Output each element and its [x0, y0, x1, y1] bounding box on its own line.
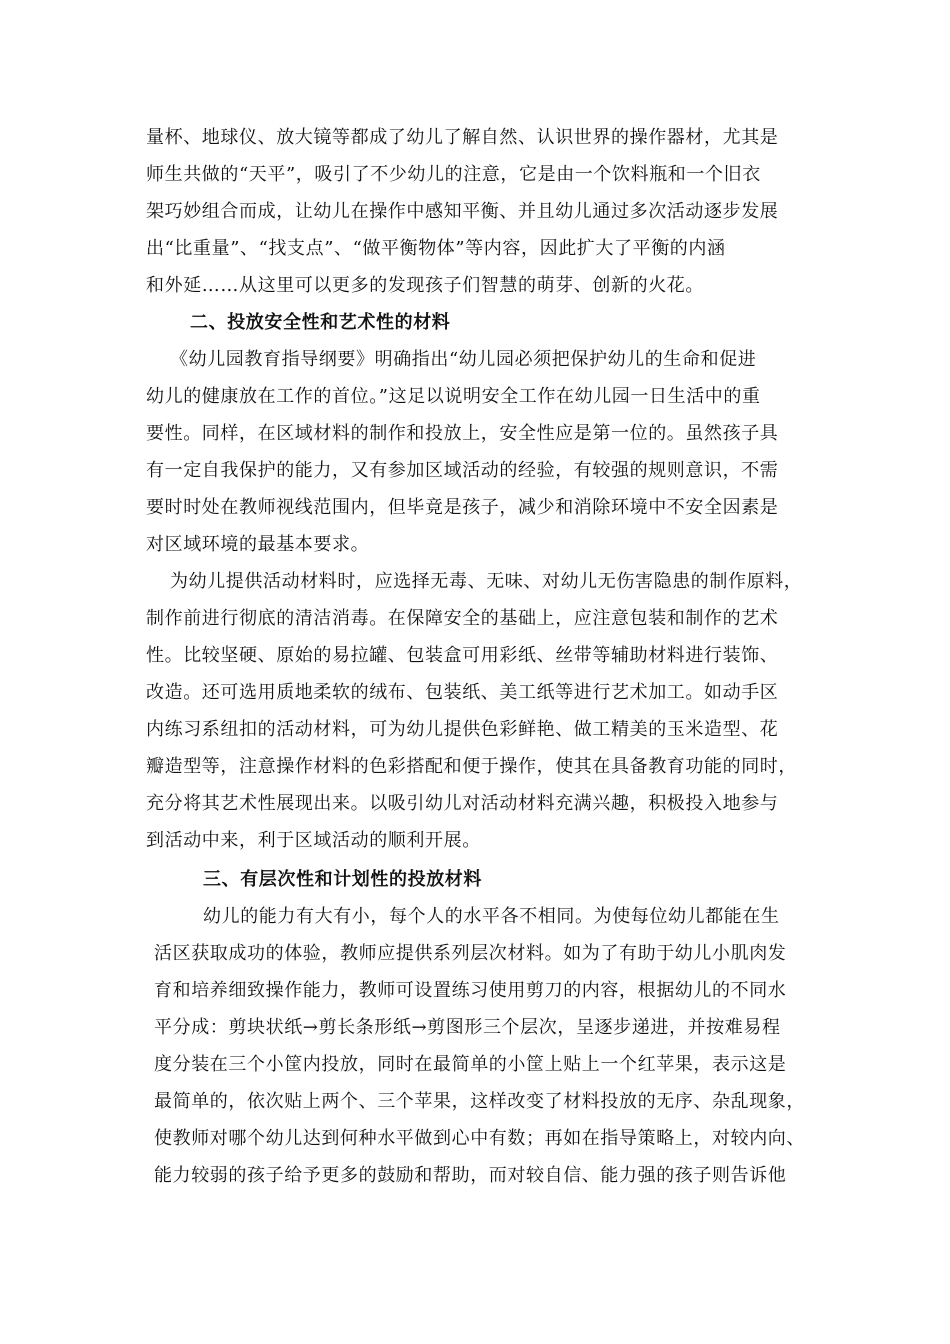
paragraph-line: 要时时处在教师视线范围内，但毕竟是孩子，减少和消除环境中不安全因素是 — [146, 497, 779, 518]
paragraph-line: 幼儿的健康放在工作的首位。”这足以说明安全工作在幼儿园一日生活中的重 — [146, 386, 761, 407]
paragraph-line: 《幼儿园教育指导纲要》明确指出“幼儿园必须把保护幼儿的生命和促进 — [170, 349, 757, 370]
paragraph-line: 对区域环境的最基本要求。 — [146, 534, 370, 555]
paragraph-line: 改造。还可选用质地柔软的绒布、包装纸、美工纸等进行艺术加工。如动手区 — [146, 682, 779, 703]
paragraph-line: 师生共做的“天平”，吸引了不少幼儿的注意，它是由一个饮料瓶和一个旧衣 — [146, 164, 761, 185]
paragraph-line: 最简单的，依次贴上两个、三个苹果，这样改变了材料投放的无序、杂乱现象， — [154, 1091, 805, 1112]
paragraph-line: 量杯、地球仪、放大镜等都成了幼儿了解自然、认识世界的操作器材，尤其是 — [146, 127, 779, 148]
paragraph-line: 出“比重量”、“找支点”、“做平衡物体”等内容，因此扩大了平衡的内涵 — [146, 238, 726, 259]
paragraph-line: 能力较弱的孩子给予更多的鼓励和帮助，而对较自信、能力强的孩子则告诉他 — [154, 1165, 787, 1186]
section-heading: 三、有层次性和计划性的投放材料 — [203, 869, 482, 890]
paragraph-line: 育和培养细致操作能力，教师可设置练习使用剪刀的内容，根据幼儿的不同水 — [154, 980, 787, 1001]
paragraph-line: 幼儿的能力有大有小，每个人的水平各不相同。为使每位幼儿都能在生 — [203, 906, 780, 927]
paragraph-line: 到活动中来，利于区域活动的顺利开展。 — [146, 830, 481, 851]
section-heading: 二、投放安全性和艺术性的材料 — [190, 312, 451, 333]
paragraph-line: 使教师对哪个幼儿达到何种水平做到心中有数；再如在指导策略上，对较内向、 — [154, 1128, 805, 1149]
paragraph-line: 活区获取成功的体验，教师应提供系列层次材料。如为了有助于幼儿小肌肉发 — [154, 943, 787, 964]
paragraph-line: 内练习系纽扣的活动材料，可为幼儿提供色彩鲜艳、做工精美的玉米造型、花 — [146, 719, 779, 740]
paragraph-line: 架巧妙组合而成，让幼儿在操作中感知平衡、并且幼儿通过多次活动逐步发展 — [146, 201, 779, 222]
paragraph-line: 制作前进行彻底的清洁消毒。在保障安全的基础上，应注意包装和制作的艺术 — [146, 608, 779, 629]
paragraph-line: 为幼儿提供活动材料时，应选择无毒、无味、对幼儿无伤害隐患的制作原料， — [170, 571, 803, 592]
paragraph-line: 要性。同样，在区域材料的制作和投放上，安全性应是第一位的。虽然孩子具 — [146, 423, 779, 444]
paragraph-line: 充分将其艺术性展现出来。以吸引幼儿对活动材料充满兴趣，积极投入地参与 — [146, 793, 779, 814]
paragraph-line: 性。比较坚硬、原始的易拉罐、包装盒可用彩纸、丝带等辅助材料进行装饰、 — [146, 645, 779, 666]
paragraph-line: 平分成：剪块状纸→剪长条形纸→剪图形三个层次，呈逐步递进，并按难易程 — [154, 1017, 781, 1038]
paragraph-line: 瓣造型等，注意操作材料的色彩搭配和便于操作，使其在具备教育功能的同时， — [146, 756, 797, 777]
paragraph-line: 和外延……从这里可以更多的发现孩子们智慧的萌芽、创新的火花。 — [146, 275, 704, 296]
paragraph-line: 度分装在三个小筐内投放，同时在最简单的小筐上贴上一个红苹果，表示这是 — [154, 1054, 787, 1075]
paragraph-line: 有一定自我保护的能力，又有参加区域活动的经验，有较强的规则意识，不需 — [146, 460, 779, 481]
